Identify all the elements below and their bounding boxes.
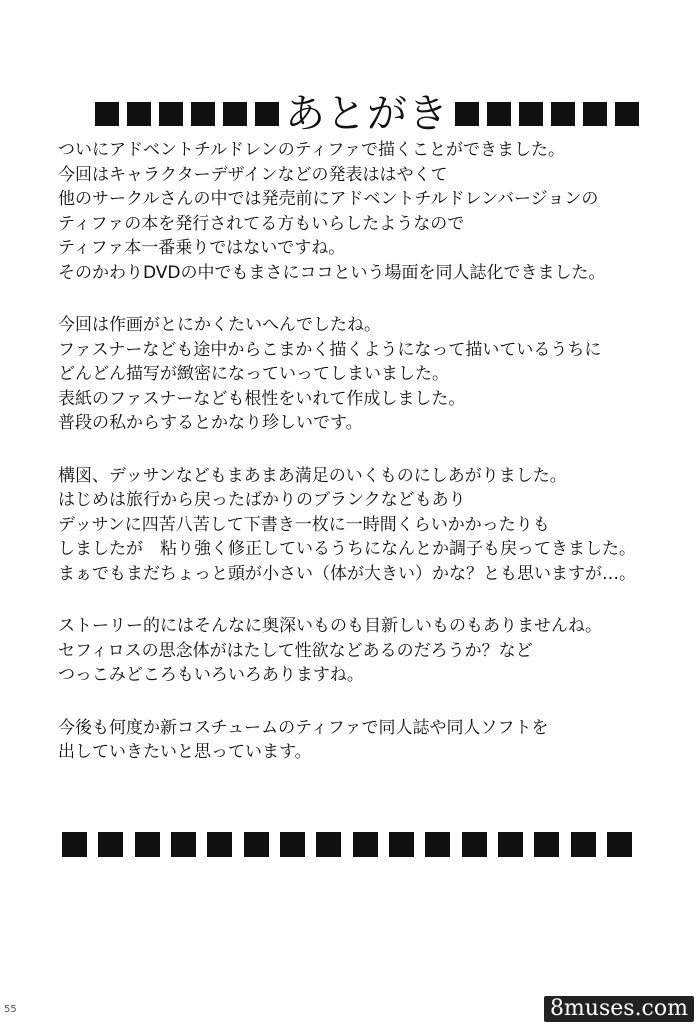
text-line: はじめは旅行から戻ったばかりのブランクなどもあり — [58, 490, 466, 510]
decorative-square — [244, 832, 269, 857]
text-line: 構図、デッサンなどもまあまあ満足のいくものにしあがりました。 — [58, 465, 567, 486]
header-right-squares — [455, 102, 639, 126]
decorative-square — [583, 102, 607, 126]
text-line: 今後も何度か新コスチュームのティファで同人誌や同人ソフトを — [58, 717, 549, 738]
paragraph-5 — [58, 716, 658, 765]
decorative-square — [607, 832, 632, 857]
site-watermark: 8muses.com — [544, 996, 694, 1022]
decorative-square — [127, 102, 151, 126]
page-number: 55 — [4, 1004, 17, 1015]
text-line: ファスナーなども途中からこまかく描くようになって描いているうちに — [58, 339, 602, 360]
footer-square-rule — [62, 832, 632, 862]
text-line: 今回はキャラクターデザインなどの発表ははやくて — [58, 164, 448, 185]
decorative-square — [207, 832, 232, 857]
text-line: 出していきたいと思っています。 — [58, 742, 312, 762]
paragraph-1 — [58, 138, 658, 285]
text-line: しましたが 粘り強く修正しているうちになんとか調子も戻ってきました。 — [58, 539, 636, 559]
text-line: つっこみどころもいろいろありますね。 — [58, 665, 364, 685]
decorative-square — [171, 832, 196, 857]
decorative-square — [498, 832, 523, 857]
decorative-square — [95, 102, 119, 126]
paragraph-2 — [58, 313, 658, 436]
afterword-body — [58, 138, 658, 793]
page-title: あとがき — [285, 91, 449, 137]
decorative-square — [280, 832, 305, 857]
text-line: 表紙のファスナーなども根性をいれて作成しました。 — [58, 388, 466, 409]
decorative-square — [462, 832, 487, 857]
text-line: まぁでもまだちょっと頭が小さい（体が大きい）かな？とも思いますが…。 — [58, 563, 636, 584]
decorative-square — [455, 102, 479, 126]
header-left-squares — [95, 102, 279, 126]
text-line: ストーリー的にはそんなに奥深いものも目新しいものもありませんね。 — [58, 616, 602, 636]
text-line: 普段の私からするとかなり珍しいです。 — [58, 413, 363, 433]
paragraph-4 — [58, 614, 658, 688]
decorative-square — [159, 102, 183, 126]
text-line: 他のサークルさんの中では発売前にアドベントチルドレンバージョンの — [58, 189, 599, 209]
decorative-square — [389, 832, 414, 857]
decorative-square — [191, 102, 215, 126]
text-line: そのかわりDVDの中でもまさにココという場面を同人誌化できました。 — [58, 262, 606, 283]
text-line: 今回は作画がとにかくたいへんでしたね。 — [58, 315, 381, 335]
decorative-square — [135, 832, 160, 857]
text-line: デッサンに四苦八苦して下書き一枚に一時間くらいかかったりも — [58, 514, 550, 535]
text-line: セフィロスの思念体がはたして性欲などあるのだろうか？など — [58, 640, 533, 661]
decorative-square — [534, 832, 559, 857]
decorative-square — [571, 832, 596, 857]
text-line: ティファ本一番乗りではないですね。 — [58, 238, 346, 258]
decorative-square — [487, 102, 511, 126]
decorative-square — [519, 102, 543, 126]
decorative-square — [551, 102, 575, 126]
decorative-square — [255, 102, 279, 126]
decorative-square — [62, 832, 87, 857]
decorative-square — [615, 102, 639, 126]
afterword-header — [95, 88, 605, 140]
text-line: ティファの本を発行されてる方もいらしたようなので — [58, 213, 465, 234]
text-line: どんどん描写が緻密になっていってしまいました。 — [58, 364, 449, 384]
paragraph-3 — [58, 464, 658, 587]
decorative-square — [223, 102, 247, 126]
decorative-square — [353, 832, 378, 857]
decorative-square — [316, 832, 341, 857]
decorative-square — [98, 832, 123, 857]
decorative-square — [425, 832, 450, 857]
text-line: ついにアドベントチルドレンのティファで描くことができました。 — [58, 140, 566, 160]
